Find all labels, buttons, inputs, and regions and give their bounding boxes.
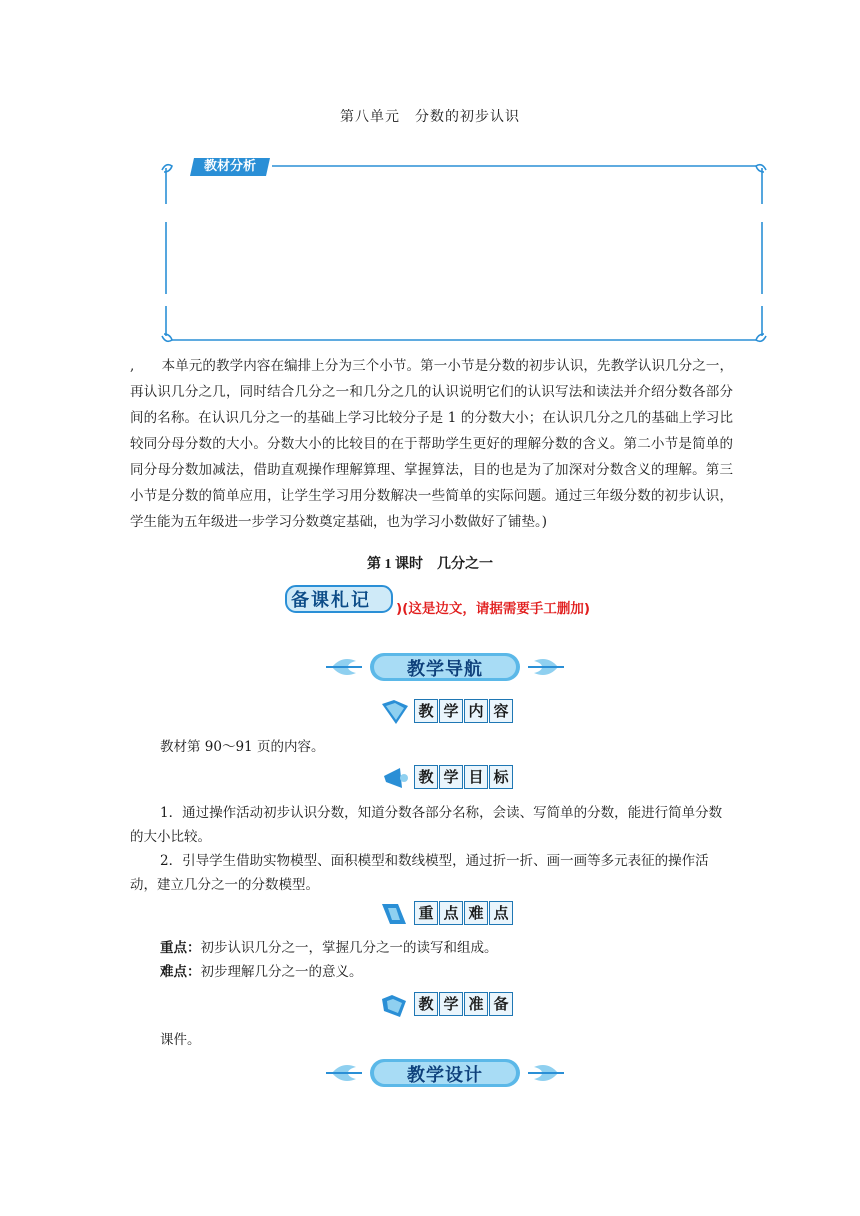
analysis-frame [160, 156, 768, 350]
section-char: 难 [464, 901, 488, 925]
section-char: 教 [414, 765, 438, 789]
prep-notes-label: 备课札记 [291, 590, 371, 611]
banner-teaching-design [322, 1056, 568, 1090]
section-header-content [378, 698, 518, 726]
analysis-text: , 本单元的教学内容在编排上分为三个小节。第一小节是分数的初步认识，先教学认识几分之一，再认识几分之几，同时结合几分之一和几分之几的认识说明它们的认识写法和读法并介绍分数各部分间的名称。在认识几分之一的基础上学习比较分子是 1 的分数大小；在认识几分之几的基础上学习比较同分母分数的大小。分数大小的比较目的在于帮助学生更好的理解分数的含义。第二小节是简单的同分母分数加减法，借助直观操作理解算理、掌握算法，目的也是为了加深对分数含义的理解。第三小节是分数的简单应用，让学生学习用分数解决一些简单的实际问题。通过三年级分数的初步认识，学生能为五年级进一步学习分数奠定基础，也为学习小数做好了铺垫。) [130, 358, 733, 530]
section-char: 点 [439, 901, 463, 925]
banner-teaching-nav-label: 教学导航 [407, 659, 483, 680]
megaphone-icon [378, 764, 412, 792]
difficult-label: 难点： [160, 964, 201, 980]
key-label: 重点： [160, 940, 201, 956]
section-char: 教 [414, 699, 438, 723]
section-char: 点 [489, 901, 513, 925]
prep-text: 课件。 [160, 1032, 201, 1048]
section-char: 重 [414, 901, 438, 925]
section-header-prep [378, 991, 518, 1019]
section-header-keypoints [378, 900, 518, 928]
pen-icon [378, 900, 412, 928]
goals-list [130, 801, 733, 897]
section-char: 容 [489, 699, 513, 723]
unit-title: 第八单元 分数的初步认识 [340, 109, 520, 125]
keypoints-text [130, 936, 733, 984]
analysis-tag [190, 158, 270, 176]
section-char: 标 [489, 765, 513, 789]
margin-note: )(这是边文，请据需要手工删加) [396, 601, 591, 617]
section-char: 内 [464, 699, 488, 723]
section-header-goals [378, 764, 518, 792]
content-text: 教材第 90～91 页的内容。 [160, 739, 325, 755]
section-char: 准 [464, 992, 488, 1016]
prep-notes-badge [285, 584, 395, 614]
section-char: 教 [414, 992, 438, 1016]
section-char: 学 [439, 992, 463, 1016]
difficult-text: 初步理解几分之一的意义。 [200, 964, 363, 980]
section-char: 备 [489, 992, 513, 1016]
book-icon [378, 698, 412, 726]
goal-item: 1．通过操作活动初步认识分数，知道分数各部分名称，会读、写简单的分数，能进行简单分数的大小比较。 [130, 805, 723, 845]
key-text: 初步认识几分之一，掌握几分之一的读写和组成。 [200, 940, 498, 956]
section-char: 学 [439, 699, 463, 723]
section-char: 学 [439, 765, 463, 789]
analysis-tag-label: 教材分析 [203, 159, 256, 174]
analysis-paragraph [130, 353, 733, 535]
section-char: 目 [464, 765, 488, 789]
banner-teaching-design-label: 教学设计 [407, 1065, 483, 1086]
lesson-title: 第 1 课时 几分之一 [367, 557, 493, 572]
banner-teaching-nav [322, 650, 568, 684]
folder-icon [378, 991, 412, 1019]
goal-item: 2．引导学生借助实物模型、面积模型和数线模型，通过折一折、画一画等多元表征的操作活动，建立几分之一的分数模型。 [130, 853, 709, 893]
